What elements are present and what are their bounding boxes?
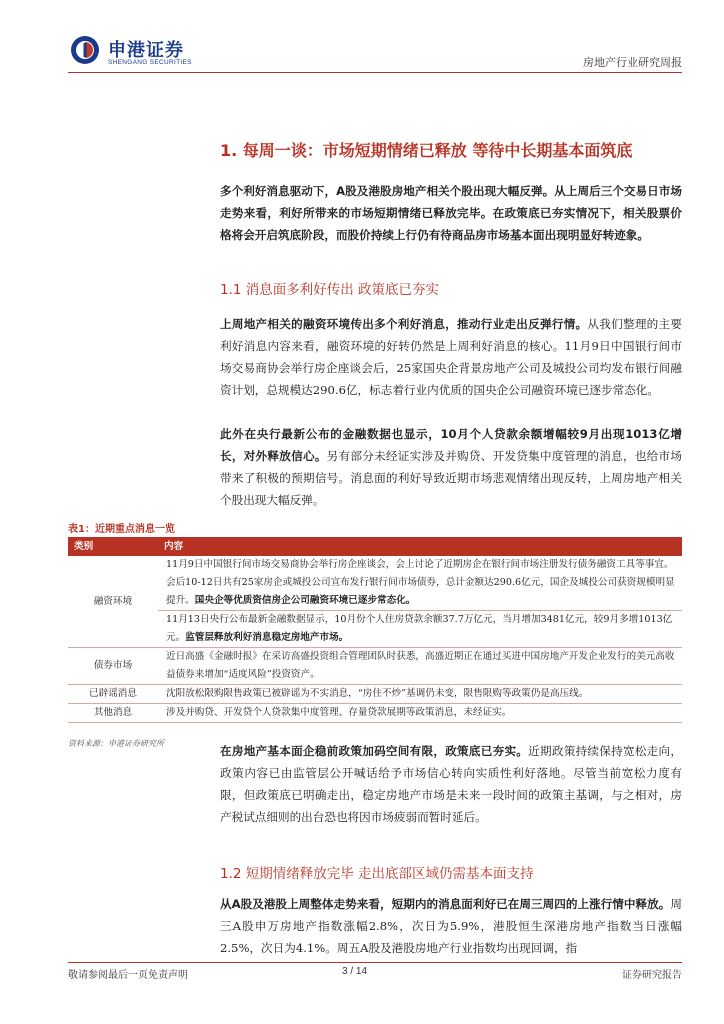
paragraph-financing-lead: 上周地产相关的融资环境传出多个利好消息，推动行业走出反弹行情。 [220,317,588,331]
row-category-debunked: 已辟谣消息 [68,685,158,704]
row-content-text: 11月13日央行公布最新金融数据显示，10月份个人住房贷款余额37.7万亿元，当月增加3481亿元，较9月多增1013亿元。 [166,614,673,643]
page-number: 3 / 14 [342,966,368,977]
paragraph-credit-data [220,423,682,511]
row-content-highlight: 监管层释放利好消息稳定房地产市场。 [185,632,349,643]
table-row [68,611,682,648]
paragraph-market-body: 周三A股申万房地产指数涨幅2.8%，次日为5.9%，港股恒生深港房地产指数当日涨幅2.5%，次日为4.1%。周五A股及港股房地产行业指数均出现回调，指 [220,897,682,955]
row-category-bond-market: 债券市场 [68,648,158,685]
table-row [68,704,682,723]
section-1-title: 1. 每周一谈：市场短期情绪已释放 等待中长期基本面筑底 [220,141,633,160]
table-title: 表1：近期重点消息一览 [68,524,175,535]
footer-report-label: 证券研究报告 [622,970,682,981]
row-content: 近日高盛《金融时报》在采访高盛投资组合管理团队时获悉，高盛近期正在通过买进中国房地产开发企业发行的美元高收益债券来增加“适度风险”投资资产。 [158,648,682,685]
brand-name: 申港证券 [108,40,184,61]
row-category-other: 其他消息 [68,704,158,723]
row-content [158,611,682,648]
footer-divider [68,962,682,963]
section-1-intro [220,180,682,246]
paragraph-credit-lead: 此外在央行最新公布的金融数据也显示，10月个人贷款余额增幅较9月出现1013亿增长，对外释放信心。 [220,427,682,463]
table-row [68,556,682,611]
row-content-highlight: 国央企等优质资信房企公司融资环境已逐步常态化。 [194,595,416,606]
paragraph-credit-body: 另有部分未经证实涉及并购贷、开发贷集中度管理的消息，也给市场带来了积极的预期信号。消息面的利好导致近期市场悲观情绪出现反转，上周房地产相关个股出现大幅反弹。 [220,449,682,507]
paragraph-financing [220,313,682,401]
table-source: 资料来源：申港证券研究所 [68,739,164,748]
section-1-intro-text: 多个利好消息驱动下，A股及港股房地产相关个股出现大幅反弹。从上周后三个交易日市场走势来看，利好所带来的市场短期情绪已释放完毕。在政策底已夯实情况下，相关股票价格将会开启筑底阶段，而股价持续上行仍有待商品房市场基本面出现明显好转迹象。 [220,184,682,242]
header-divider [68,72,682,73]
report-type: 房地产行业研究周报 [583,56,682,69]
row-category-financing: 融资环境 [68,556,158,648]
table-header-content: 内容 [158,537,682,556]
section-1-2-title: 1.2 短期情绪释放完毕 走出底部区域仍需基本面支持 [220,866,534,882]
paragraph-financing-body: 从我们整理的主要利好消息内容来看，融资环境的好转仍然是上周利好消息的核心。11月9日中国银行间市场交易商协会举行房企座谈会后，25家国央企背景房地产公司及城投公司均发布银行间融资计划，总规模达290.6亿，标志着行业内优质的国央企公司融资环境已逐步常态化。 [220,317,682,397]
paragraph-market-lead: 从A股及港股上周整体走势来看，短期内的消息面利好已在周三周四的上涨行情中释放。 [220,897,671,911]
row-content [158,556,682,611]
table-row [68,648,682,685]
paragraph-policy-lead: 在房地产基本面企稳前政策加码空间有限，政策底已夯实。 [220,744,529,758]
brand-logo-icon [70,35,100,65]
row-content: 涉及并购贷、开发贷个人贷款集中度管理、存量贷款展期等政策消息，未经证实。 [158,704,682,723]
paragraph-policy-body: 近期政策持续保持宽松走向，政策内容已由监管层公开喊话给予市场信心转向实质性利好落地。尽管当前宽松力度有限，但政策底已明确走出，稳定房地产市场是未来一段时间的政策主基调，与之相对，房产税试点细则的出台恐也将因市场疲弱而暂时延后。 [220,744,682,824]
row-content-text: 11月9日中国银行间市场交易商协会举行房企座谈会，会上讨论了近期房企在银行间市场注册发行债务融资工具等事宜。会后10-12日共有25家房企或城投公司宣布发行银行间市场债券，总计金额达290.6亿元，国企及城投公司获资规模明显提升。 [166,559,675,606]
table-row [68,685,682,704]
paragraph-policy-bottom [220,740,682,828]
brand-name-english: SHENGANG SECURITIES [108,59,192,66]
row-content: 沈阳放松限购限售政策已被辟谣为不实消息，“房住不炒”基调仍未变，限售限购等政策仍是高压线。 [158,685,682,704]
section-1-1-title: 1.1 消息面多利好传出 政策底已夯实 [220,282,440,298]
table-header-category: 类别 [68,537,158,556]
news-table [68,537,682,723]
paragraph-market-trend [220,893,682,959]
footer-disclaimer: 敬请参阅最后一页免责声明 [68,970,188,981]
